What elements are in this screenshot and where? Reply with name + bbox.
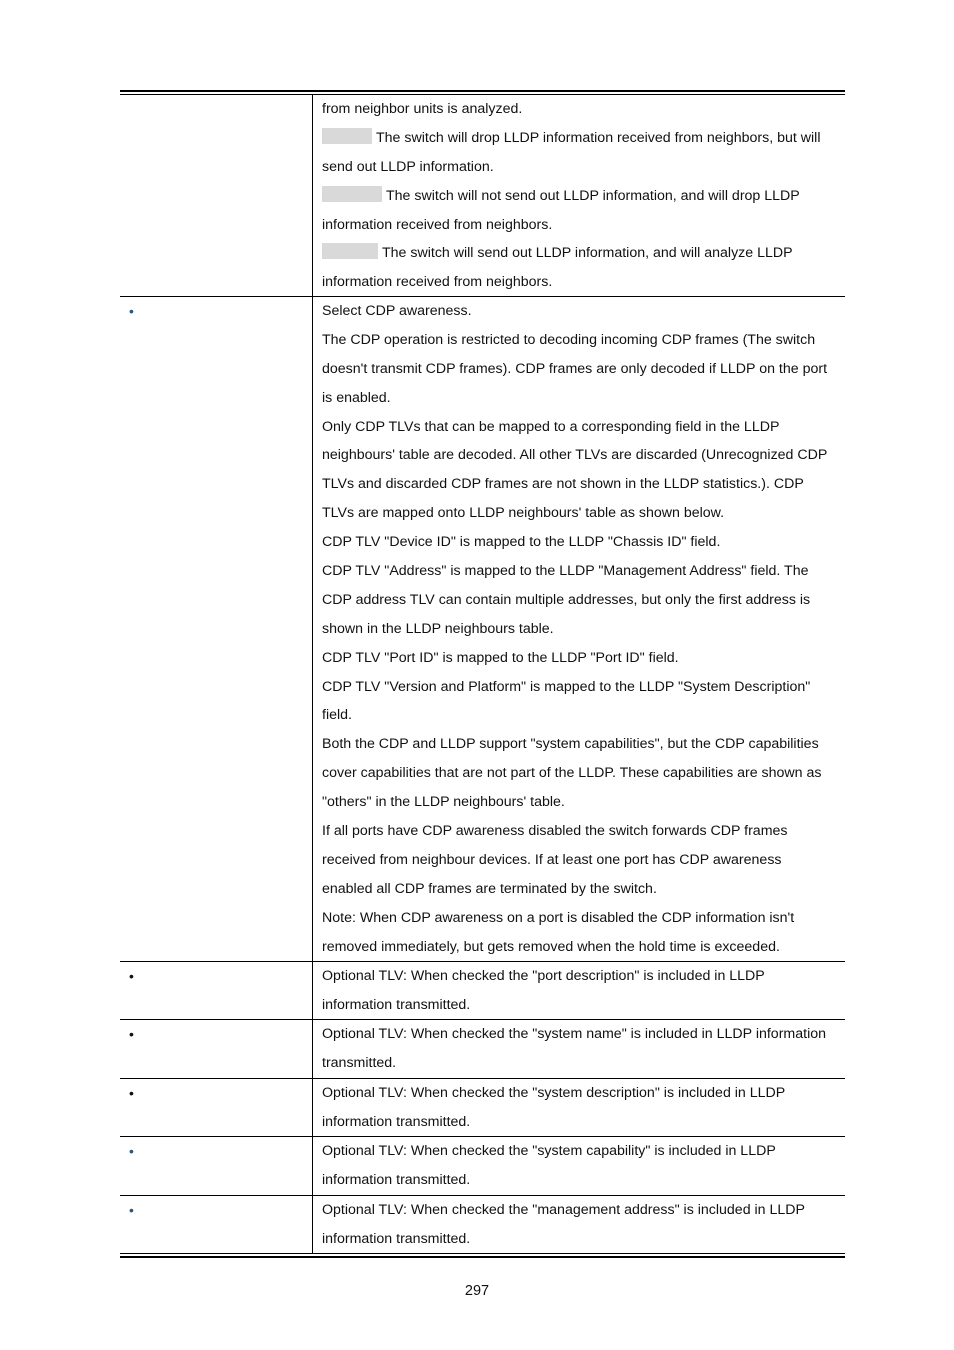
description-line: The CDP operation is restricted to decoding incoming CDP frames (The switch — [322, 331, 816, 348]
bullet-icon: • — [129, 1143, 134, 1159]
description-line: Optional TLV: When checked the "system capability" is included in LLDP — [322, 1143, 776, 1159]
description-line: Optional TLV: When checked the "system name" is included in LLDP information — [322, 1026, 827, 1042]
bullet-icon: • — [129, 1202, 134, 1218]
description-line: TLVs are mapped onto LLDP neighbours' table as shown below. — [322, 505, 725, 522]
description-line: Optional TLV: When checked the "port description" is included in LLDP — [322, 968, 765, 984]
highlighted-term — [322, 128, 372, 144]
bullet-icon: • — [129, 303, 134, 319]
table-row — [120, 1020, 845, 1079]
table-row — [120, 297, 845, 962]
description-line: TLVs and discarded CDP frames are not shown in the LLDP statistics.). CDP — [322, 476, 804, 493]
description-line: from neighbor units is analyzed. — [322, 101, 523, 117]
description-line: CDP TLV "Device ID" is mapped to the LLDP "Chassis ID" field. — [322, 534, 721, 551]
description-line: information received from neighbors. — [322, 274, 553, 291]
table-row — [120, 1079, 845, 1137]
description-line: Only CDP TLVs that can be mapped to a corresponding field in the LLDP — [322, 418, 780, 435]
table-row — [120, 1137, 845, 1196]
description-line: is enabled. — [322, 389, 391, 406]
description-cell — [322, 1137, 842, 1195]
description-line: CDP TLV "Version and Platform" is mapped to the LLDP "System Description" — [322, 678, 811, 695]
description-line: field. — [322, 707, 352, 724]
table-bottom-rule-outer — [120, 1256, 845, 1258]
description-line: The switch will not send out LLDP information, and will drop LLDP — [322, 182, 842, 211]
table-row — [120, 962, 845, 1020]
description-line: doesn't transmit CDP frames). CDP frames are only decoded if LLDP on the port — [322, 360, 828, 377]
table-row — [120, 95, 845, 297]
highlighted-term — [322, 186, 382, 202]
description-line: information received from neighbors. — [322, 216, 553, 233]
description-line: "others" in the LLDP neighbours' table. — [322, 794, 565, 811]
description-line: Select CDP awareness. — [322, 303, 472, 319]
page-number: 297 — [464, 1283, 490, 1299]
description-line: enabled all CDP frames are terminated by the switch. — [322, 880, 657, 897]
description-line: information transmitted. — [322, 996, 471, 1013]
description-line: The switch will send out LLDP information, and will analyze LLDP — [322, 239, 842, 268]
description-line: CDP address TLV can contain multiple addresses, but only the first address is — [322, 591, 811, 608]
description-cell — [322, 962, 842, 1020]
description-line: Note: When CDP awareness on a port is disabled the CDP information isn't — [322, 909, 795, 926]
table-row — [120, 1196, 845, 1253]
bullet-icon: • — [129, 968, 134, 984]
table-bottom-rule — [120, 1253, 845, 1254]
bullet-icon: • — [129, 1085, 134, 1101]
description-line: The switch will drop LLDP information received from neighbors, but will — [322, 124, 842, 153]
description-line: send out LLDP information. — [322, 158, 494, 175]
description-line: information transmitted. — [322, 1230, 471, 1247]
description-cell — [322, 95, 842, 297]
description-cell — [322, 1196, 842, 1254]
table-top-rule — [120, 90, 845, 92]
description-line: cover capabilities that are not part of the LLDP. These capabilities are shown as — [322, 765, 822, 782]
description-line: CDP TLV "Port ID" is mapped to the LLDP "Port ID" field. — [322, 649, 679, 666]
description-line: neighbours' table are decoded. All other TLVs are discarded (Unrecognized CDP — [322, 447, 828, 464]
description-cell — [322, 1079, 842, 1137]
description-cell — [322, 1020, 842, 1078]
description-line: CDP TLV "Address" is mapped to the LLDP "Management Address" field. The — [322, 563, 809, 580]
description-line: removed immediately, but gets removed when the hold time is exceeded. — [322, 938, 780, 955]
description-line: information transmitted. — [322, 1171, 471, 1188]
bullet-icon: • — [129, 1026, 134, 1042]
description-cell — [322, 297, 842, 961]
description-line: Both the CDP and LLDP support "system capabilities", but the CDP capabilities — [322, 736, 819, 753]
description-line: Optional TLV: When checked the "management address" is included in LLDP — [322, 1202, 805, 1218]
description-line: Optional TLV: When checked the "system description" is included in LLDP — [322, 1085, 786, 1101]
description-line: If all ports have CDP awareness disabled the switch forwards CDP frames — [322, 823, 788, 840]
description-line: transmitted. — [322, 1054, 397, 1071]
description-line: received from neighbour devices. If at least one port has CDP awareness — [322, 851, 782, 868]
highlighted-term — [322, 243, 378, 259]
description-line: shown in the LLDP neighbours table. — [322, 620, 554, 637]
description-line: information transmitted. — [322, 1113, 471, 1130]
